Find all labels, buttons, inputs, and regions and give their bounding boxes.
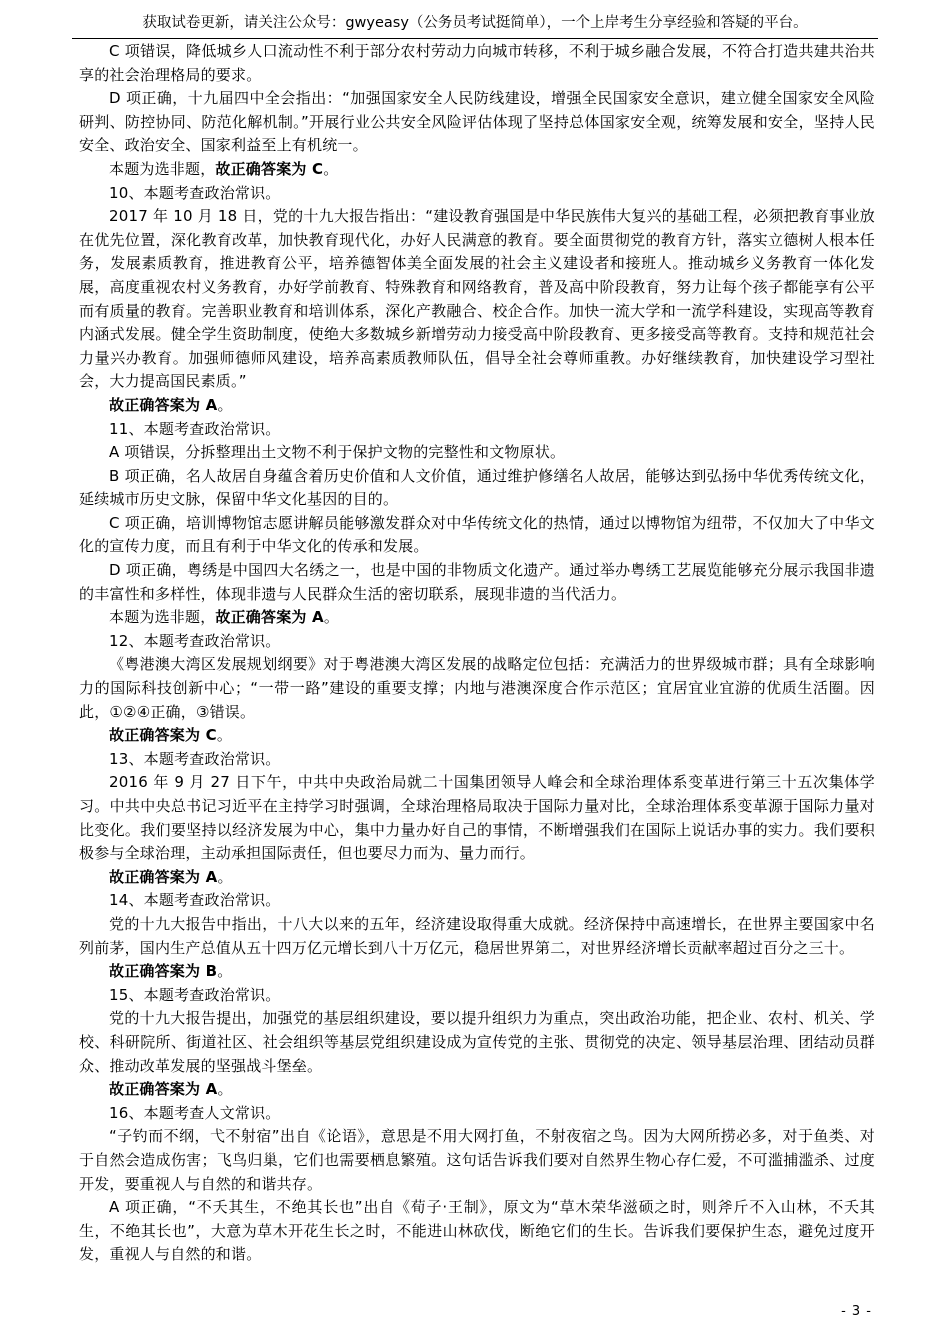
paragraph: D 项正确，十九届四中全会指出：“加强国家安全人民防线建设，增强全民国家安全意识，建立健全国家安全风险研判、防控协同、防范化解机制。”开展行业公共安全风险评估体现了坚持总体国家安全观，统筹发展和安全，坚持人民安全、政治安全、国家利益至上有机统一。 [79,89,875,155]
paragraph: C 项正确，培训博物馆志愿讲解员能够激发群众对中华传统文化的热情，通过以博物馆为纽带，不仅加大了中华文化的宣传力度，而且有利于中华文化的传承和发展。 [79,513,875,556]
question-heading: 10、本题考查政治常识。 [109,183,281,202]
answer-line: 本题为选非题，故正确答案为 C。 [109,159,339,178]
paragraph: 《粤港澳大湾区发展规划纲要》对于粤港澳大湾区发展的战略定位包括：充满活力的世界级城市群；具有全球影响力的国际科技创新中心；“一带一路”建设的重要支撑；内地与港澳深度合作示范区；宜居宜业宜游的优质生活圈。因此，①②④正确，③错误。 [79,655,875,721]
page-number: - 3 - [841,1304,872,1319]
question-heading: 12、本题考查政治常识。 [109,631,281,650]
answer-text: 故正确答案为 A [215,608,324,627]
paragraph: 2016 年 9 月 27 日下午，中共中央政治局就二十国集团领导人峰会和全球治理体系变革进行第三十五次集体学习。中共中央总书记习近平在主持学习时强调，全球治理格局取决于国际力量对比，全球治理体系变革源于国际力量对比变化。我们要坚持以经济发展为中心，集中力量办好自己的事情，不断增强我们在国际上说话办事的实力。我们要积极参与全球治理，主动承担国际责任，但也要尽力而为、量力而行。 [79,773,875,863]
answer-text: 故正确答案为 B [109,962,218,981]
answer-line: 本题为选非题，故正确答案为 A。 [109,608,340,627]
question-heading: 14、本题考查政治常识。 [109,891,281,910]
paragraph: B 项正确，名人故居自身蕴含着历史价值和人文价值，通过维护修缮名人故居，能够达到弘扬中华优秀传统文化，延续城市历史文脉，保留中华文化基因的目的。 [79,466,875,509]
paragraph: A 项错误，分拆整理出土文物不利于保护文物的完整性和文物原状。 [109,443,566,462]
answer-line: 故正确答案为 A。 [109,395,233,414]
answer-text: 故正确答案为 A [109,1080,218,1099]
paragraph: 2017 年 10 月 18 日，党的十九大报告指出：“建设教育强国是中华民族伟大复兴的基础工程，必须把教育事业放在优先位置，深化教育改革，加快教育现代化，办好人民满意的教育。要全面贯彻党的教育方针，落实立德树人根本任务，发展素质教育，推进教育公平，培养德智体美全面发展的社会主义建设者和接班人。推动城乡义务教育一体化发展，高度重视农村义务教育，办好学前教育、特殊教育和网络教育，普及高中阶段教育，努力让每个孩子都能享有公平而有质量的教育。完善职业教育和培训体系，深化产教融合、校企合作。加快一流大学和一流学科建设，实现高等教育内涵式发展。健全学生资助制度，使绝大多数城乡新增劳动力接受高中阶段教育、更多接受高等教育。支持和规范社会力量兴办教育。加强师德师风建设，培养高素质教师队伍，倡导全社会尊师重教。办好继续教育，加快建设学习型社会，大力提高国民素质。” [79,207,875,391]
question-heading: 16、本题考查人文常识。 [109,1103,281,1122]
paragraph: C 项错误，降低城乡人口流动性不利于部分农村劳动力向城市转移，不利于城乡融合发展，不符合打造共建共治共享的社会治理格局的要求。 [79,42,875,84]
answer-line: 故正确答案为 A。 [109,867,233,886]
question-heading: 11、本题考查政治常识。 [109,419,281,438]
answer-text: 故正确答案为 C [109,726,217,745]
answer-line: 故正确答案为 B。 [109,962,233,981]
paragraph: 党的十九大报告提出，加强党的基层组织建设，要以提升组织力为重点，突出政治功能，把企业、农村、机关、学校、科研院所、街道社区、社会组织等基层党组织建设成为宣传党的主张、贯彻党的决定、领导基层治理、团结动员群众、推动改革发展的坚强战斗堡垒。 [79,1009,875,1075]
paragraph: 党的十九大报告中指出，十八大以来的五年，经济建设取得重大成就。经济保持中高速增长，在世界主要国家中名列前茅，国内生产总值从五十四万亿元增长到八十万亿元，稳居世界第二，对世界经济增长贡献率超过百分之三十。 [79,914,875,957]
paragraph: “子钓而不纲，弋不射宿”出自《论语》，意思是不用大网打鱼，不射夜宿之鸟。因为大网所捞必多，对于鱼类、对于自然会造成伤害；飞鸟归巢，它们也需要栖息繁殖。这句话告诉我们要对自然界生物心存仁爱，不可滥捕滥杀、过度开发，要重视人与自然的和谐共存。 [79,1127,875,1193]
page-header: 获取试卷更新，请关注公众号：gwyeasy（公务员考试挺简单），一个上岸考生分享经验和答疑的平台。 [72,8,878,39]
answer-line: 故正确答案为 A。 [109,1080,233,1099]
document-body [79,40,875,1267]
answer-line: 故正确答案为 C。 [109,726,233,745]
answer-text: 故正确答案为 A [109,395,218,414]
answer-text: 故正确答案为 C [215,159,324,178]
paragraph: D 项正确，粤绣是中国四大名绣之一，也是中国的非物质文化遗产。通过举办粤绣工艺展览能够充分展示我国非遗的丰富性和多样性，体现非遗与人民群众生活的密切联系，展现非遗的当代活力。 [79,561,875,603]
answer-text: 故正确答案为 A [109,867,218,886]
paragraph: A 项正确，“不夭其生，不绝其长也”出自《荀子·王制》，原文为“草木荣华滋硕之时，则斧斤不入山林，不夭其生，不绝其长也”，大意为草木开花生长之时，不能进山林砍伐，断绝它们的生长。告诉我们要保护生态，避免过度开发，重视人与自然的和谐。 [79,1198,875,1264]
question-heading: 13、本题考查政治常识。 [109,749,281,768]
question-heading: 15、本题考查政治常识。 [109,985,281,1004]
